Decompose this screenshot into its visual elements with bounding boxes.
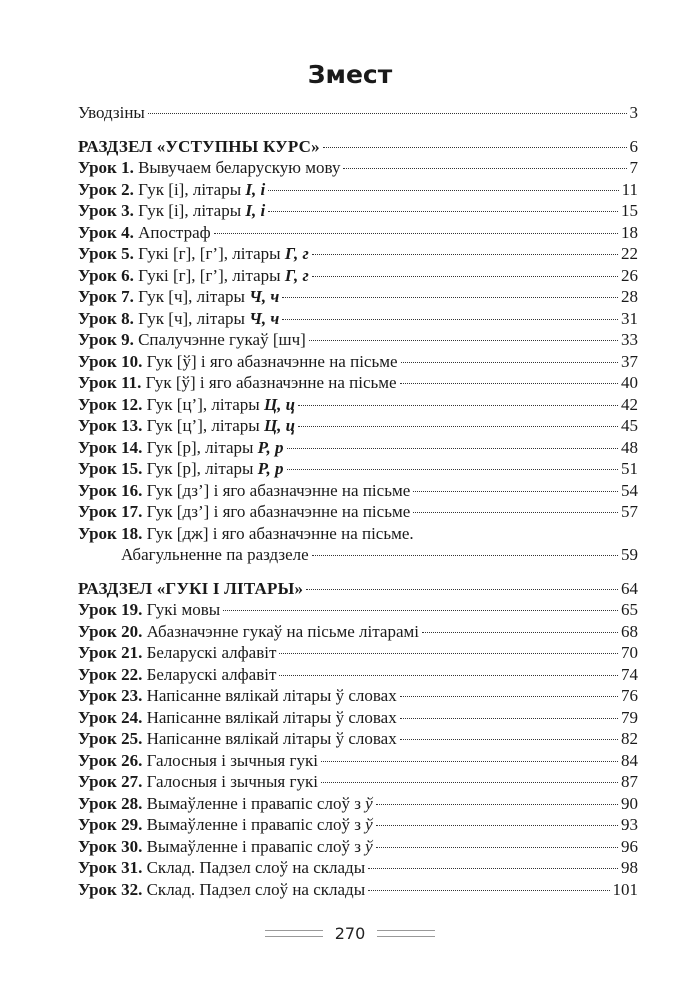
toc-row: [78, 179, 638, 201]
lesson-number: Урок 24.: [78, 707, 143, 727]
toc-entry-text: Гук [дз’] і яго абазначэнне на пісьме: [146, 480, 411, 500]
toc-entry-text: Гук [ц’], літары: [146, 416, 264, 435]
dot-leader: [148, 113, 627, 114]
page-number: 76: [621, 686, 638, 705]
toc-entry-label: [78, 372, 397, 394]
page-number: 6: [629, 136, 638, 156]
toc-row: [78, 642, 638, 664]
toc-entry-label: [78, 243, 309, 265]
toc-entry-text: Гук [ў] і яго абазначэнне на пісьме: [145, 373, 397, 392]
toc-row: [78, 621, 638, 643]
page-number: 101: [612, 879, 638, 899]
letter-u-short: ў: [365, 836, 373, 856]
toc-entry-label: [78, 394, 295, 416]
lesson-number: Урок 14.: [78, 437, 143, 457]
dot-leader: [400, 383, 618, 384]
page-number: 7: [629, 158, 638, 177]
toc-row: [78, 286, 638, 308]
letters: І, і: [245, 201, 266, 220]
toc-entry-label: [78, 857, 365, 879]
toc-row: [78, 102, 638, 124]
toc-entry-text: Вымаўленне і правапіс слоў з: [146, 815, 366, 834]
toc-entry-text: Склад. Падзел слоў на склады: [146, 858, 366, 877]
toc-entry-label: [78, 621, 419, 643]
toc-entry-text: Напісанне вялікай літары ў словах: [146, 729, 397, 748]
letters: Ч, ч: [249, 308, 280, 328]
toc-entry-label: [78, 578, 303, 600]
toc-row: [78, 501, 638, 523]
dot-leader: [287, 469, 618, 470]
page-number: 79: [621, 707, 638, 727]
toc-entry-label: [78, 544, 309, 566]
toc-row: [78, 351, 638, 373]
toc-entry-label: [78, 523, 414, 545]
lesson-number: Урок 30.: [78, 836, 143, 856]
lesson-number: Урок 4.: [78, 222, 134, 242]
lesson-number: Урок 18.: [78, 523, 143, 543]
dot-leader: [309, 340, 618, 341]
toc-row: [78, 707, 638, 729]
toc-entry-text: Гук [р], літары: [146, 459, 258, 478]
toc-entry-text: Вымаўленне і правапіс слоў з: [146, 836, 366, 856]
toc-row: [78, 664, 638, 686]
toc-row: [78, 222, 638, 244]
toc-row: [78, 200, 638, 222]
footer-rule-left: [265, 930, 323, 937]
page-number: 65: [621, 600, 638, 619]
dot-leader: [268, 211, 618, 212]
toc-entry-label: [78, 642, 276, 664]
toc-entry-text: Галосныя і зычныя гукі: [146, 750, 318, 770]
toc-entry-text: Апостраф: [138, 222, 211, 242]
toc-section-row: [78, 578, 638, 600]
lesson-number: Урок 28.: [78, 793, 143, 813]
page-number: 70: [621, 643, 638, 662]
toc-row: [78, 458, 638, 480]
dot-leader: [223, 610, 618, 611]
dot-leader: [268, 190, 618, 191]
toc-entry-text: Напісанне вялікай літары ў словах: [146, 686, 397, 705]
toc-row: [78, 814, 638, 836]
toc-entry-text: Уводзіны: [78, 103, 145, 122]
toc-entry-label: [78, 685, 397, 707]
toc-entry-text: Беларускі алфавіт: [146, 643, 277, 662]
toc-entry-label: [78, 157, 340, 179]
letters: Ц, ц: [263, 416, 296, 435]
toc-entry-text: Гук [ч], літары: [138, 287, 250, 306]
toc-entry-text: Вывучаем беларускую мову: [138, 158, 341, 177]
toc-entry-text: Гук [дж] і яго абазначэнне на пісьме.: [146, 523, 414, 543]
page-number: 54: [621, 480, 638, 500]
toc-entry-label: [78, 351, 398, 373]
toc-entry-label: [78, 458, 284, 480]
dot-leader: [298, 426, 618, 427]
toc-entry-label: [78, 286, 279, 308]
lesson-number: Урок 7.: [78, 287, 134, 306]
toc-row: [78, 836, 638, 858]
dot-leader: [312, 254, 618, 255]
toc-entry-text: Гук [ў] і яго абазначэнне на пісьме: [146, 351, 398, 371]
dot-leader: [282, 319, 618, 320]
toc-entry-text: Вымаўленне і правапіс слоў з: [146, 793, 366, 813]
toc-entry-text: Гук [і], літары: [138, 179, 246, 199]
toc-entry-label: [78, 222, 211, 244]
dot-leader: [400, 739, 618, 740]
lesson-number: Урок 20.: [78, 621, 143, 641]
toc-row: [78, 394, 638, 416]
dot-leader: [400, 718, 618, 719]
dot-leader: [376, 804, 618, 805]
toc-entry-label: [78, 480, 410, 502]
toc-row: [78, 265, 638, 287]
toc-entry-label: [78, 265, 309, 287]
page-number: 82: [621, 729, 638, 748]
dot-leader: [368, 868, 618, 869]
toc-row: [78, 372, 638, 394]
toc-entry-label: [78, 664, 276, 686]
lesson-number: Урок 15.: [78, 459, 143, 478]
lesson-number: Урок 10.: [78, 351, 143, 371]
lesson-number: Урок 1.: [78, 158, 134, 177]
dot-leader: [368, 890, 609, 891]
lesson-number: Урок 13.: [78, 416, 143, 435]
dot-leader: [321, 761, 618, 762]
dot-leader: [343, 168, 626, 169]
toc-entry-text: Гук [і], літары: [138, 201, 246, 220]
dot-leader: [214, 233, 618, 234]
toc-row: [78, 685, 638, 707]
toc-row: [78, 544, 638, 566]
toc-row: [78, 523, 638, 545]
page-number: 68: [621, 621, 638, 641]
footer-page-number: 270: [334, 924, 366, 943]
lesson-number: Урок 19.: [78, 600, 143, 619]
dot-leader: [312, 276, 618, 277]
page-number: 48: [621, 437, 638, 457]
toc-entry-label: [78, 415, 295, 437]
lesson-number: Урок 17.: [78, 502, 143, 521]
page-number: 31: [621, 308, 638, 328]
toc-entry-label: [78, 793, 373, 815]
dot-leader: [298, 405, 618, 406]
page-number: 42: [621, 394, 638, 414]
lesson-number: Урок 11.: [78, 373, 142, 392]
dot-leader: [376, 825, 618, 826]
toc-row: [78, 157, 638, 179]
toc-row: [78, 857, 638, 879]
dot-leader: [422, 632, 618, 633]
lesson-number: Урок 26.: [78, 750, 143, 770]
toc-row: [78, 750, 638, 772]
lesson-number: Урок 16.: [78, 480, 143, 500]
dot-leader: [413, 491, 618, 492]
page-number: 11: [621, 179, 638, 199]
lesson-number: Урок 32.: [78, 879, 143, 899]
page-number: 90: [621, 793, 638, 813]
toc-row: [78, 599, 638, 621]
toc-row: [78, 308, 638, 330]
lesson-number: Урок 27.: [78, 772, 143, 791]
toc-section-row: [78, 136, 638, 158]
toc-entry-text: Гукі мовы: [146, 600, 221, 619]
lesson-number: Урок 6.: [78, 265, 134, 285]
lesson-number: Урок 22.: [78, 664, 143, 684]
dot-leader: [312, 555, 618, 556]
page-number: 98: [621, 858, 638, 877]
page-number: 64: [621, 578, 638, 598]
page-number: 93: [621, 815, 638, 834]
table-of-contents: [78, 102, 638, 900]
dot-leader: [401, 362, 618, 363]
page-number: 74: [621, 664, 638, 684]
page-footer: [0, 924, 700, 943]
lesson-number: Урок 9.: [78, 330, 134, 349]
page-number: 3: [629, 103, 638, 122]
toc-row: [78, 243, 638, 265]
page-number: 22: [621, 244, 638, 263]
page-number: 45: [621, 416, 638, 435]
toc-entry-label: [78, 879, 365, 901]
page-number: 87: [621, 772, 638, 791]
toc-entry-text: Гукі [г], [г’], літары: [138, 265, 285, 285]
toc-entry-text: Склад. Падзел слоў на склады: [146, 879, 366, 899]
page-number: 84: [621, 750, 638, 770]
toc-entry-label: [78, 102, 145, 124]
page-number: 33: [621, 330, 638, 349]
toc-entry-label: [78, 200, 265, 222]
toc-entry-label: [78, 501, 410, 523]
letters: Г, г: [284, 244, 309, 263]
page-number: 96: [621, 836, 638, 856]
lesson-number: Урок 23.: [78, 686, 143, 705]
lesson-number: Урок 2.: [78, 179, 134, 199]
page-number: 51: [621, 459, 638, 478]
lesson-number: Урок 29.: [78, 815, 143, 834]
lesson-number: Урок 5.: [78, 244, 134, 263]
toc-entry-text: Гук [ч], літары: [138, 308, 250, 328]
toc-entry-label: [78, 136, 320, 158]
dot-leader: [321, 782, 618, 783]
toc-row: [78, 771, 638, 793]
letters: Р, р: [257, 437, 284, 457]
letters: Ц, ц: [263, 394, 296, 414]
toc-entry-label: [78, 329, 306, 351]
toc-entry-text: Беларускі алфавіт: [146, 664, 277, 684]
dot-leader: [282, 297, 618, 298]
toc-entry-text: РАЗДЗЕЛ «ГУКІ І ЛІТАРЫ»: [78, 578, 304, 598]
letters: І, і: [245, 179, 266, 199]
toc-entry-label: [78, 599, 220, 621]
dot-leader: [287, 448, 618, 449]
toc-entry-text: Напісанне вялікай літары ў словах: [146, 707, 397, 727]
page-number: 28: [621, 287, 638, 306]
page-number: 18: [621, 222, 638, 242]
toc-entry-label: [78, 308, 279, 330]
page-title: Змест: [307, 60, 393, 89]
letters: Р, р: [257, 459, 284, 478]
toc-entry-text: РАЗДЗЕЛ «УСТУПНЫ КУРС»: [78, 136, 320, 156]
dot-leader: [279, 675, 618, 676]
toc-entry-label: [78, 179, 265, 201]
lesson-number: Урок 31.: [78, 858, 143, 877]
toc-row: [78, 437, 638, 459]
toc-entry-text: Абагульненне па раздзеле: [121, 545, 309, 564]
toc-row: [78, 480, 638, 502]
dot-leader: [279, 653, 618, 654]
toc-entry-label: [78, 728, 397, 750]
page-number: 37: [621, 351, 638, 371]
toc-entry-label: [78, 836, 373, 858]
lesson-number: Урок 25.: [78, 729, 143, 748]
dot-leader: [306, 589, 618, 590]
toc-row: [78, 415, 638, 437]
toc-entry-text: Гук [р], літары: [146, 437, 258, 457]
toc-entry-text: Галосныя і зычныя гукі: [146, 772, 318, 791]
lesson-number: Урок 8.: [78, 308, 134, 328]
page-number: 15: [621, 201, 638, 220]
lesson-number: Урок 3.: [78, 201, 134, 220]
toc-row: [78, 728, 638, 750]
letters: Ч, ч: [249, 287, 280, 306]
page-number: 59: [621, 545, 638, 564]
toc-entry-text: Гук [ц’], літары: [146, 394, 264, 414]
page-number: 26: [621, 265, 638, 285]
toc-entry-text: Абазначэнне гукаў на пісьме літарамі: [146, 621, 419, 641]
page-number: 57: [621, 502, 638, 521]
lesson-number: Урок 21.: [78, 643, 143, 662]
toc-entry-label: [78, 707, 397, 729]
page-number: 40: [621, 373, 638, 392]
toc-entry-text: Спалучэнне гукаў [шч]: [138, 330, 306, 349]
lesson-number: Урок 12.: [78, 394, 143, 414]
toc-entry-label: [78, 750, 318, 772]
letters: Г, г: [284, 265, 309, 285]
dot-leader: [400, 696, 618, 697]
letter-u-short: ў: [365, 793, 373, 813]
toc-entry-label: [78, 814, 373, 836]
toc-entry-label: [78, 771, 318, 793]
dot-leader: [323, 147, 627, 148]
footer-rule-right: [377, 930, 435, 937]
letter-u-short: ў: [365, 815, 373, 834]
toc-row: [78, 329, 638, 351]
toc-entry-text: Гукі [г], [г’], літары: [138, 244, 285, 263]
toc-entry-text: Гук [дз’] і яго абазначэнне на пісьме: [146, 502, 411, 521]
dot-leader: [376, 847, 618, 848]
toc-row: [78, 793, 638, 815]
toc-entry-label: [78, 437, 284, 459]
dot-leader: [413, 512, 618, 513]
toc-row: [78, 879, 638, 901]
